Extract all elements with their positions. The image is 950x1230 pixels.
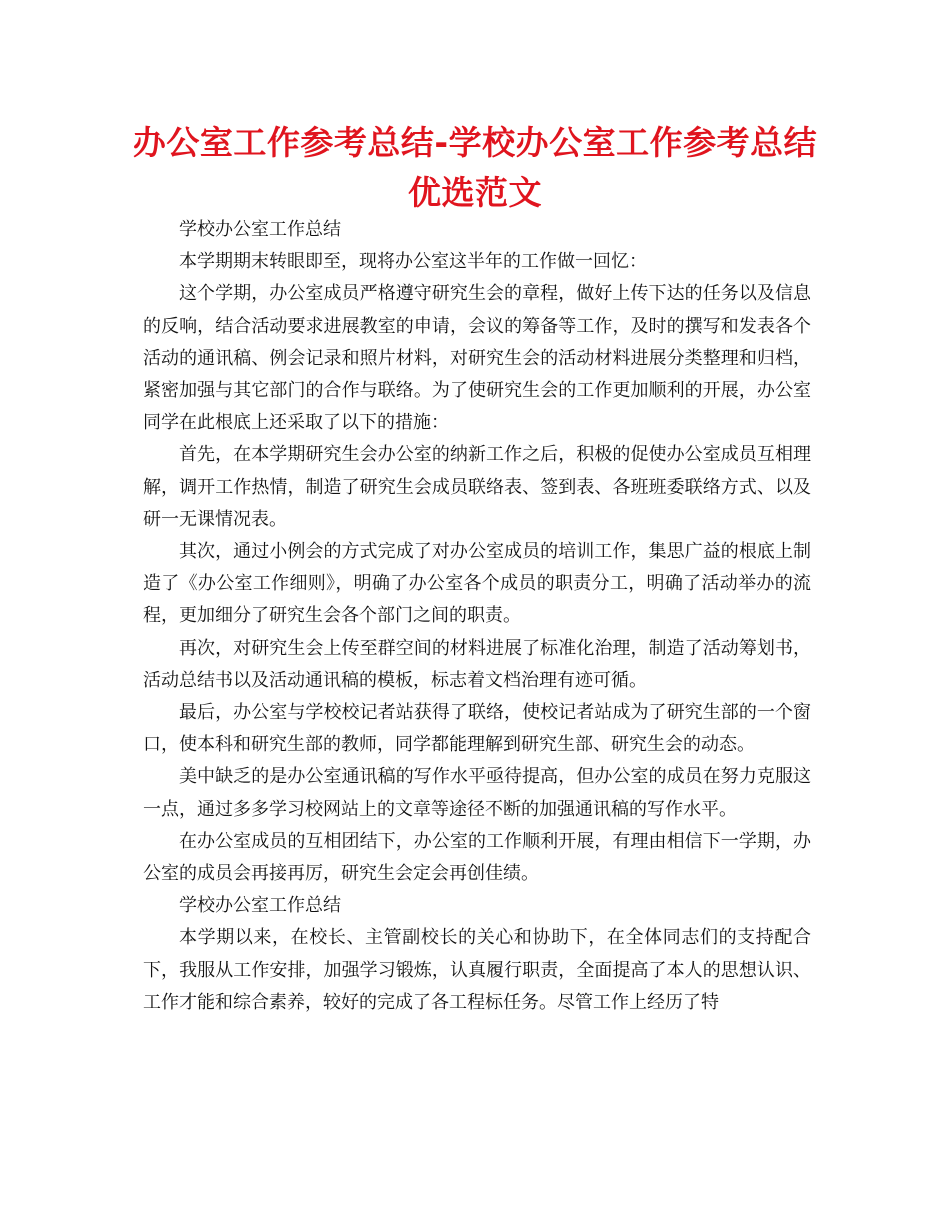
paragraph: 在办公室成员的互相团结下，办公室的工作顺利开展，有理由相信下一学期，办公室的成员会再接再厉，研究生会定会再创佳绩。	[143, 830, 811, 885]
paragraph: 学校办公室工作总结	[179, 219, 341, 240]
document-body	[143, 214, 811, 1019]
paragraph: 这个学期，办公室成员严格遵守研究生会的章程，做好上传下达的任务以及信息的反响，结合活动要求进展教室的申请，会议的筹备等工作，及时的撰写和发表各个活动的通讯稿、例会记录和照片材料，对研究生会的活动材料进展分类整理和归档，紧密加强与其它部门的合作与联络。为了使研究生会的工作更加顺利的开展，办公室同学在此根底上还采取了以下的措施：	[143, 283, 811, 434]
paragraph: 其次，通过小例会的方式完成了对办公室成员的培训工作，集思广益的根底上制造了《办公室工作细则》，明确了办公室各个成员的职责分工，明确了活动举办的流程，更加细分了研究生会各个部门之间的职责。	[143, 541, 811, 627]
paragraph: 本学期期末转眼即至，现将办公室这半年的工作做一回忆：	[179, 251, 647, 273]
paragraph: 首先，在本学期研究生会办公室的纳新工作之后，积极的促使办公室成员互相理解，调开工作热情，制造了研究生会成员联络表、签到表、各班班委联络方式、以及研一无课情况表。	[143, 444, 811, 530]
paragraph: 美中缺乏的是办公室通讯稿的写作水平亟待提高，但办公室的成员在努力克服这一点，通过多多学习校网站上的文章等途径不断的加强通讯稿的写作水平。	[143, 766, 811, 820]
paragraph: 最后，办公室与学校校记者站获得了联络，使校记者站成为了研究生部的一个窗口，使本科和研究生部的教师，同学都能理解到研究生部、研究生会的动态。	[143, 702, 811, 756]
paragraph: 学校办公室工作总结	[179, 895, 341, 917]
paragraph: 再次，对研究生会上传至群空间的材料进展了标准化治理，制造了活动筹划书，活动总结书以及活动通讯稿的模板，标志着文档治理有迹可循。	[143, 637, 811, 691]
document-title: 办公室工作参考总结-学校办公室工作参考总结优选范文	[132, 123, 818, 212]
paragraph: 本学期以来，在校长、主管副校长的关心和协助下，在全体同志们的支持配合下，我服从工作安排，加强学习锻炼，认真履行职责，全面提高了本人的思想认识、工作才能和综合素养，较好的完成了各工程标任务。尽管工作上经历了特	[143, 927, 811, 1013]
